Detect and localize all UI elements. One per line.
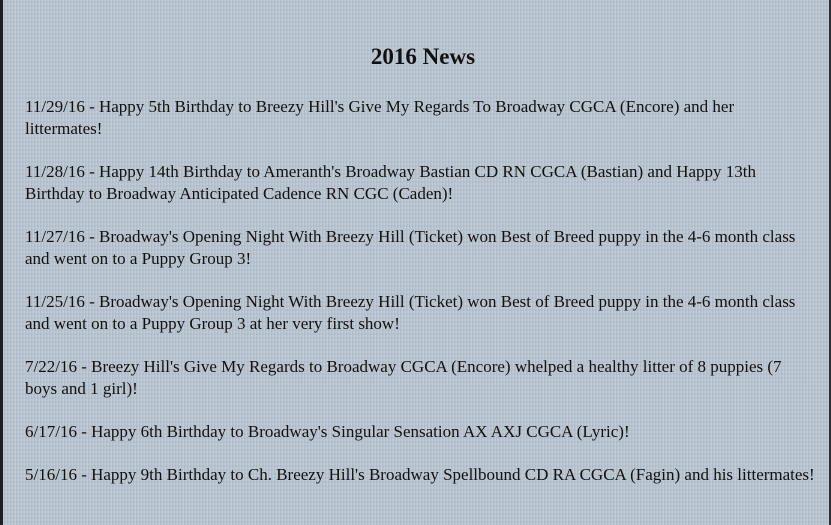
news-entry: 5/16/16 - Happy 9th Birthday to Ch. Breezy Hill's Broadway Spellbound CD RA CGCA (Fagin) and his littermates!	[25, 465, 815, 484]
news-entry: 11/25/16 - Broadway's Opening Night With Breezy Hill (Ticket) won Best of Breed puppy in the 4-6 month class and went on to a Puppy Group 3 at her very first show!	[25, 292, 796, 333]
news-entry: 7/22/16 - Breezy Hill's Give My Regards to Broadway CGCA (Encore) whelped a healthy litter of 8 puppies (7 boys and 1 girl)!	[25, 357, 782, 398]
news-entry: 6/17/16 - Happy 6th Birthday to Broadway's Singular Sensation AX AXJ CGCA (Lyric)!	[25, 422, 630, 441]
news-entry: 11/29/16 - Happy 5th Birthday to Breezy Hill's Give My Regards To Broadway CGCA (Encore) and her littermates!	[25, 97, 735, 138]
news-entry: 11/28/16 - Happy 14th Birthday to Ameranth's Broadway Bastian CD RN CGCA (Bastian) and Happy 13th Birthday to Broadway Anticipated Cadence RN CGC (Caden)!	[25, 162, 756, 203]
left-page-border	[0, 0, 3, 525]
page-title: 2016 News	[370, 44, 476, 69]
news-content	[25, 40, 815, 507]
news-entry: 11/27/16 - Broadway's Opening Night With Breezy Hill (Ticket) won Best of Breed puppy in the 4-6 month class and went on to a Puppy Group 3!	[25, 227, 796, 268]
